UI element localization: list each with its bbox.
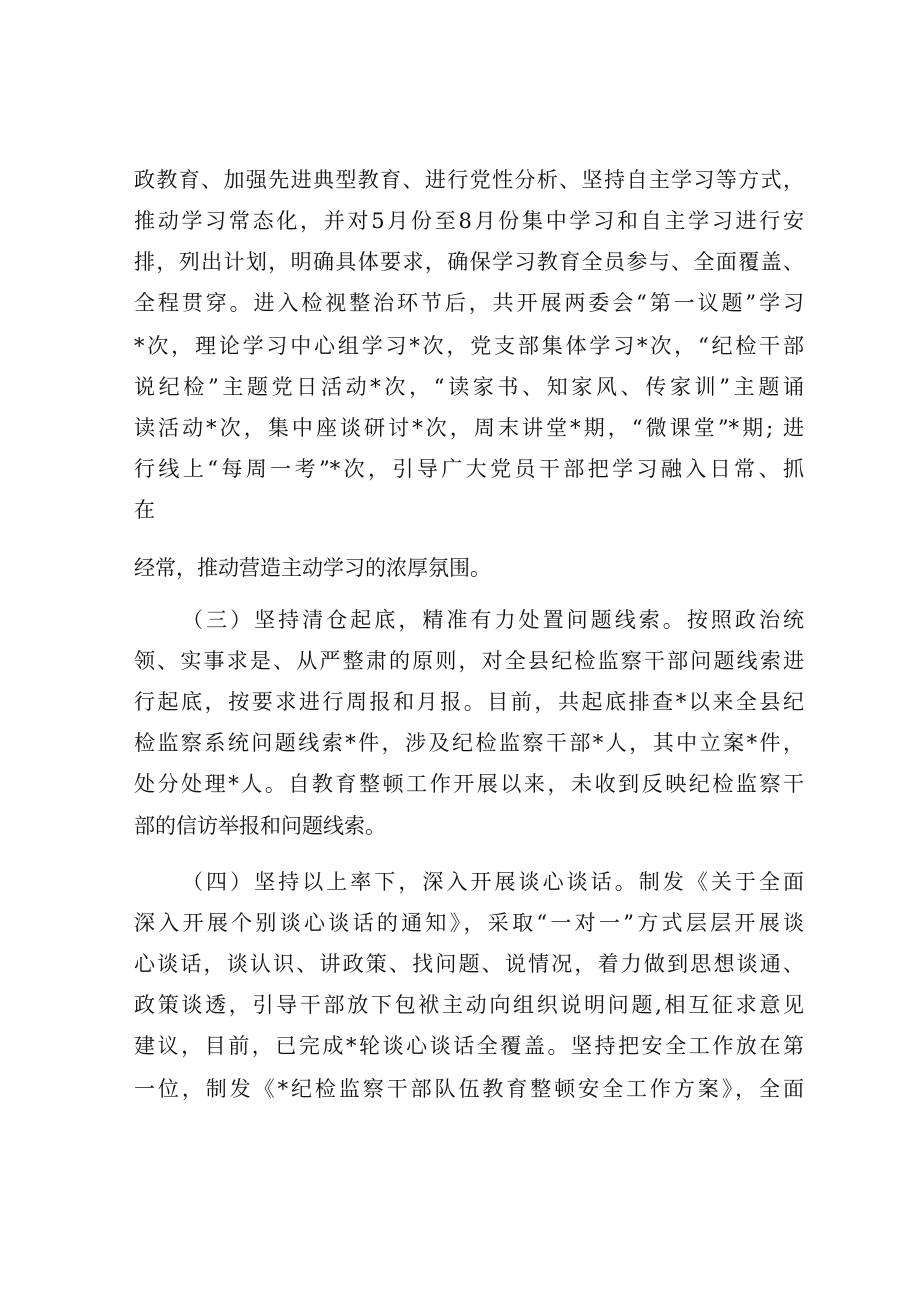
text-line: 建议，目前，已完成*轮谈心谈话全覆盖。坚持把安全工作放在第 — [134, 1034, 804, 1058]
text-line: 经常，推动营造主动学习的浓厚氛围。 — [134, 556, 491, 580]
text-line: 一位，制发《*纪检监察干部队伍教育整顿安全工作方案》，全面 — [134, 1077, 804, 1101]
text-line: 读活动*次，集中座谈研讨*次，周末讲堂*期，“微课堂”*期; 进 — [134, 416, 804, 440]
text-line: 行起底，按要求进行周报和月报。目前，共起底排查*以来全县纪 — [134, 690, 804, 714]
text-line: 全程贯穿。进入检视整治环节后，共开展两委会“第一议题”学习 — [134, 291, 804, 315]
text-line: 推动学习常态化，并对5月份至8月份集中学习和自主学习进行安 — [134, 209, 804, 233]
text-line: 排，列出计划，明确具体要求，确保学习教育全员参与、全面覆盖、 — [134, 250, 804, 274]
text-line: 部的信访举报和问题线索。 — [134, 814, 386, 838]
section-heading-line: （三）坚持清仓起底，精准有力处置问题线索。按照政治统 — [182, 608, 804, 632]
text-line: 处分处理*人。自教育整顿工作开展以来，未收到反映纪检监察干 — [134, 772, 804, 796]
text-line: 心谈话，谈认识、讲政策、找问题、说情况，着力做到思想谈通、 — [134, 952, 804, 976]
text-line: 政教育、加强先进典型教育、进行党性分析、坚持自主学习等方式， — [134, 168, 804, 192]
text-line: *次，理论学习中心组学习*次，党支部集体学习*次，“纪检干部 — [134, 334, 804, 358]
text-line: 说纪检”主题党日活动*次，“读家书、知家风、传家训”主题诵 — [134, 375, 804, 399]
section-heading-line: （四）坚持以上率下，深入开展谈心谈话。制发《关于全面 — [182, 870, 804, 894]
text-line: 政策谈透，引导干部放下包袱主动向组织说明问题,相互征求意见 — [134, 993, 804, 1017]
text-line: 行线上“每周一考”*次，引导广大党员干部把学习融入日常、抓 — [134, 457, 804, 481]
text-line: 深入开展个别谈心谈话的通知》，采取“一对一”方式层层开展谈 — [134, 911, 804, 935]
text-line: 在 — [134, 498, 155, 522]
text-line: 检监察系统问题线索*件，涉及纪检监察干部*人，其中立案*件， — [134, 731, 804, 755]
text-line: 领、实事求是、从严整肃的原则，对全县纪检监察干部问题线索进 — [134, 649, 804, 673]
